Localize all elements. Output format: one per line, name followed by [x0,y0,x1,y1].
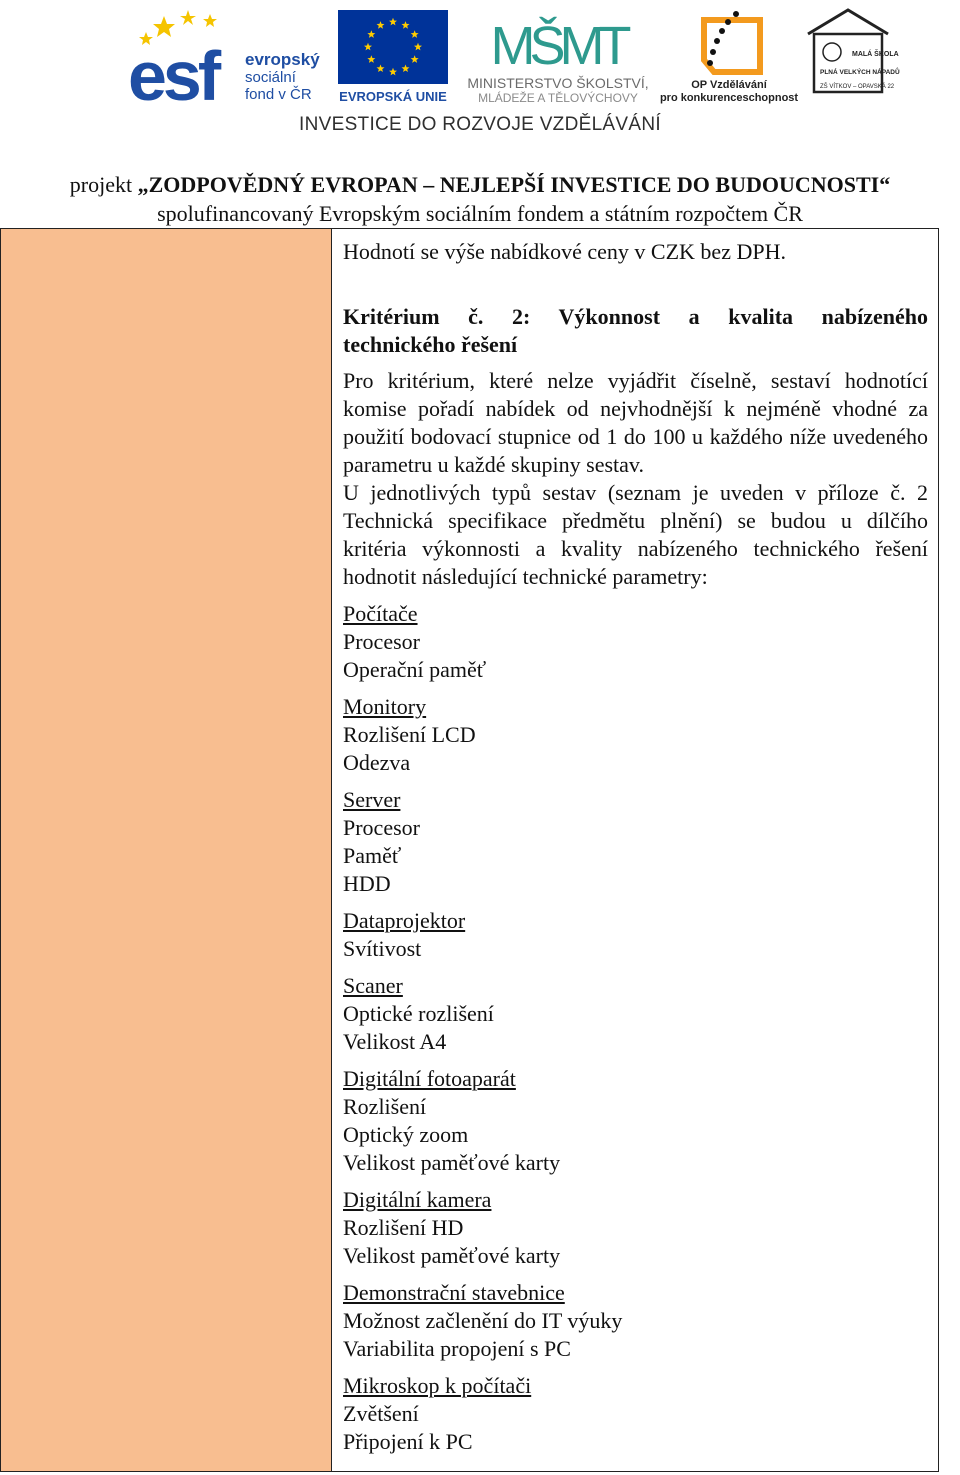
parameter-group [343,786,928,898]
parameter-item: Operační paměť [343,657,487,682]
parameter-group [343,1279,928,1363]
esf-line1: evropský [245,50,320,69]
parameter-item: Optický zoom [343,1122,469,1147]
parameter-item: Rozlišení [343,1094,427,1119]
parameter-item: Velikost A4 [343,1029,447,1054]
msmt-letters: MŠMT [490,16,626,76]
parameter-group-title: Monitory [343,694,427,719]
parameter-item: Velikost paměťové karty [343,1150,561,1175]
esf-logo [128,8,328,115]
parameter-group [343,1186,928,1270]
parameter-group-title: Demonstrační stavebnice [343,1280,565,1305]
parameter-item: Zvětšení [343,1401,419,1426]
parameter-item: Velikost paměťové karty [343,1243,561,1268]
parameter-item: HDD [343,871,391,896]
school-line3: ZŠ VÍTKOV – OPAVSKÁ 22 [820,84,895,90]
project-prefix: projekt [69,172,138,197]
table-left-cell [1,229,332,1471]
parameter-group-title: Scaner [343,973,403,998]
parameter-item: Variabilita propojení s PC [343,1336,571,1361]
esf-letters: esf [128,37,218,115]
project-name: „ZODPOVĚDNÝ EVROPAN – NEJLEPŠÍ INVESTICE DO BUDOUCNOSTI“ [137,172,891,197]
school-line1: MALÁ ŠKOLA [852,51,899,58]
parameter-group [343,972,928,1056]
criterion-parameters-intro: U jednotlivých typů sestav (seznam je uveden v příloze č. 2 Technická specifikace předmětu plnění) se budou u dílčího kritéria výkonnosti a kvality nabízeného technického řešení hodnotit následující technické parametry: [343,480,928,589]
eu-caption: EVROPSKÁ UNIE [339,89,447,104]
parameter-item: Procesor [343,815,420,840]
parameter-group [343,693,928,777]
esf-line2: sociální [245,69,296,86]
criterion-label: Kritérium č. 2: Výkonnost a kvalita nabízeného [343,304,928,329]
cofinanced-line: spolufinancovaný Evropským sociálním fondem a státním rozpočtem ČR [157,201,803,226]
project-title [0,172,960,198]
school-child-icon [823,43,841,61]
parameter-item: Svítivost [343,936,422,961]
op-line1: OP Vzdělávání [691,79,767,91]
price-note: Hodnotí se výše nabídkové ceny v CZK bez DPH. [343,239,786,264]
parameter-item: Optické rozlišení [343,1001,494,1026]
parameter-group [343,600,928,684]
criteria-table [0,228,939,1472]
eu-flag-logo [334,8,452,104]
parameter-group-title: Dataprojektor [343,908,466,933]
school-line2: PLNÁ VELKÝCH NÁPADŮ [820,69,900,76]
op-vzdelavani-logo [659,6,799,104]
logo-strip [0,0,960,145]
parameter-group-title: Mikroskop k počítači [343,1373,532,1398]
parameter-group [343,907,928,963]
parameter-item: Možnost začlenění do IT výuky [343,1308,623,1333]
criterion-heading [343,303,928,359]
parameter-item: Rozlišení HD [343,1215,464,1240]
parameter-group [343,1372,928,1456]
parameter-group [343,1065,928,1177]
table-right-cell [332,229,938,1471]
parameter-groups [343,600,928,1456]
op-line2: pro konkurenceschopnost [659,92,799,104]
parameter-group-title: Digitální fotoaparát [343,1066,516,1091]
esf-line3: fond v ČR [245,86,312,103]
criterion-label-cont: technického řešení [343,332,518,357]
parameter-group-title: Počítače [343,601,418,626]
parameter-item: Připojení k PC [343,1429,473,1454]
criterion-description: Pro kritérium, které nelze vyjádřit číselně, sestaví hodnotící komise pořadí nabídek od nejvhodnější k nejméně vhodné za použití bodovací stupnice od 1 do 100 u každého níže uvedeného parametru u každé skupiny sestav. [343,368,928,477]
parameter-item: Procesor [343,629,420,654]
msmt-line2: MLÁDEŽE A TĚLOVÝCHOVY [478,91,638,105]
parameter-group-title: Server [343,787,401,812]
parameter-group-title: Digitální kamera [343,1187,492,1212]
parameter-item: Odezva [343,750,411,775]
parameter-item: Paměť [343,843,402,868]
school-roof-icon [808,10,888,34]
msmt-logo [458,8,658,104]
parameter-item: Rozlišení LCD [343,722,476,747]
investice-title: INVESTICE DO ROZVOJE VZDĚLÁVÁNÍ [299,114,661,135]
msmt-line1: MINISTERSTVO ŠKOLSTVÍ, [467,75,649,91]
school-logo [802,4,900,100]
